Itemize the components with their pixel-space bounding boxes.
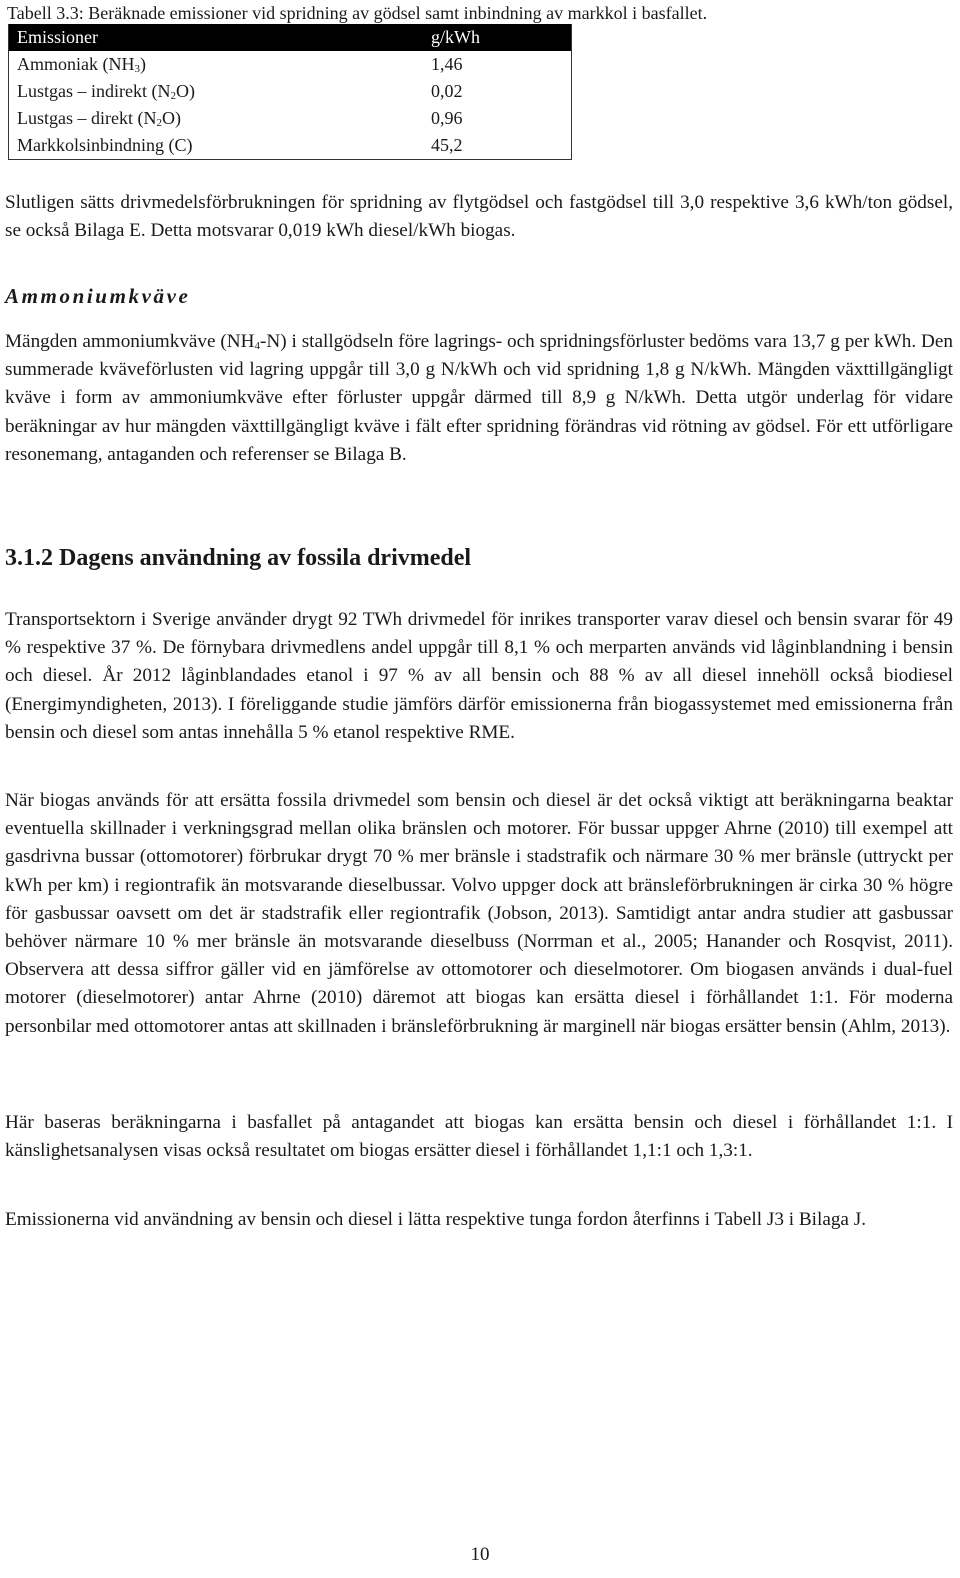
paragraph-fuel-consumption: Slutligen sätts drivmedelsförbrukningen för spridning av flytgödsel och fastgödsel till 3,0 respektive 3,6 kWh/ton gödsel, se också Bilaga E. Detta motsvarar 0,019 kWh diesel/kWh biogas.: [5, 192, 953, 242]
table-row: [9, 51, 571, 78]
section-heading: 3.1.2 Dagens användning av fossila drivmedel: [5, 545, 472, 571]
table-row-label: Lustgas – direkt $(N_2O)$: [17, 108, 181, 129]
table-caption: Tabell 3.3: Beräknade emissioner vid spridning av gödsel samt inbindning av markkol i basfallet.: [7, 3, 708, 23]
table-row-value: 0,02: [431, 81, 463, 101]
paragraph-emissions-reference: Emissionerna vid användning av bensin och diesel i lätta respektive tunga fordon återfinns i Tabell J3 i Bilaga J.: [5, 1209, 867, 1230]
table-row-value: 0,96: [431, 108, 463, 128]
paragraph-base-case: Här baseras beräkningarna i basfallet på antagandet att biogas kan ersätta bensin och diesel i förhållandet 1:1. I känslighetsanalysen visas också resultatet om biogas ersätter diesel i förhållandet 1,1:1 och 1,3:1.: [5, 1112, 953, 1162]
emissions-table: [8, 24, 572, 160]
paragraph-transport-sector: Transportsektorn i Sverige använder drygt 92 TWh drivmedel för inrikes transporter varav diesel och bensin svarar för 49 % respektive 37 %. De förnybara drivmedlens andel uppgår till 8,1 % och merparten används vid låginblandning i bensin och diesel. År 2012 låginblandades etanol i 97 % av all bensin och 88 % av all diesel innehöll också biodiesel (Energimyndigheten, 2013). I föreliggande studie jämförs därför emissionerna från biogassystemet med emissionerna från bensin och diesel som antas innehålla 5 % etanol respektive RME.: [5, 609, 953, 743]
table-header-unit: g/kWh: [431, 27, 480, 47]
table-row-label: Markkolsinbindning (C): [17, 135, 193, 155]
table-row-label: Lustgas – indirekt $(N_2O)$: [17, 81, 195, 102]
table-row-value: 1,46: [431, 54, 463, 74]
table-row: [9, 78, 571, 105]
page-number: 10: [470, 1544, 490, 1565]
paragraph-ammonium: Mängden ammoniumkväve $(NH_4-N)$ i stallgödseln före lagrings- och spridningsförluster bedöms vara 13,7 g per kWh. Den summerade kväveförlusten vid lagring uppgår till 3,0 g N/kWh och vid spridning 1,8 g N/kWh. Mängden växttillgängligt kväve i form av ammoniumkväve efter förluster uppgår därmed till 8,9 g N/kWh. Detta utgör underlag för vidare beräkningar av hur mängden växttillgängligt kväve i fält efter spridning förändras vid rötning av gödsel. För ett utförligare resonemang, antaganden och referenser se Bilaga B.: [5, 331, 953, 465]
table-row-label: Ammoniak $(NH_3)$: [17, 54, 146, 75]
table-row: [9, 132, 571, 159]
table-row-value: 45,2: [431, 135, 463, 155]
table-header-row: [9, 24, 571, 51]
table-row: [9, 105, 571, 132]
table-header-label: Emissioner: [17, 27, 98, 47]
paragraph-efficiency: När biogas används för att ersätta fossila drivmedel som bensin och diesel är det också viktigt att beräkningarna beaktar eventuella skillnader i verkningsgrad mellan olika bränslen och motorer. För bussar uppger Ahrne (2010) till exempel att gasdrivna bussar (ottomotorer) förbrukar drygt 70 % mer bränsle i stadstrafik och närmare 30 % mer bränsle (uttryckt per kWh per km) i regiontrafik än motsvarande dieselbussar. Volvo uppger dock att bränsleförbrukningen är cirka 30 % högre för gasbussar oavsett om det är stadstrafik eller regiontrafik (Jobson, 2013). Samtidigt antar andra studier att gasbussar behöver närmare 10 % mer bränsle än motsvarande dieselbuss (Norrman et al., 2005; Hanander och Rosqvist, 2011). Observera att dessa siffror gäller vid en jämförelse av ottomotorer och dieselmotorer. Om biogasen används i dual-fuel motorer (dieselmotorer) antar Ahrne (2010) däremot att biogas kan ersätta diesel i förhållandet 1:1. För moderna personbilar med ottomotorer antas att skillnaden i bränsleförbrukning är marginell när biogas ersätter bensin (Ahlm, 2013).: [5, 790, 953, 1037]
heading-ammonium: Ammoniumkväve: [5, 284, 191, 308]
